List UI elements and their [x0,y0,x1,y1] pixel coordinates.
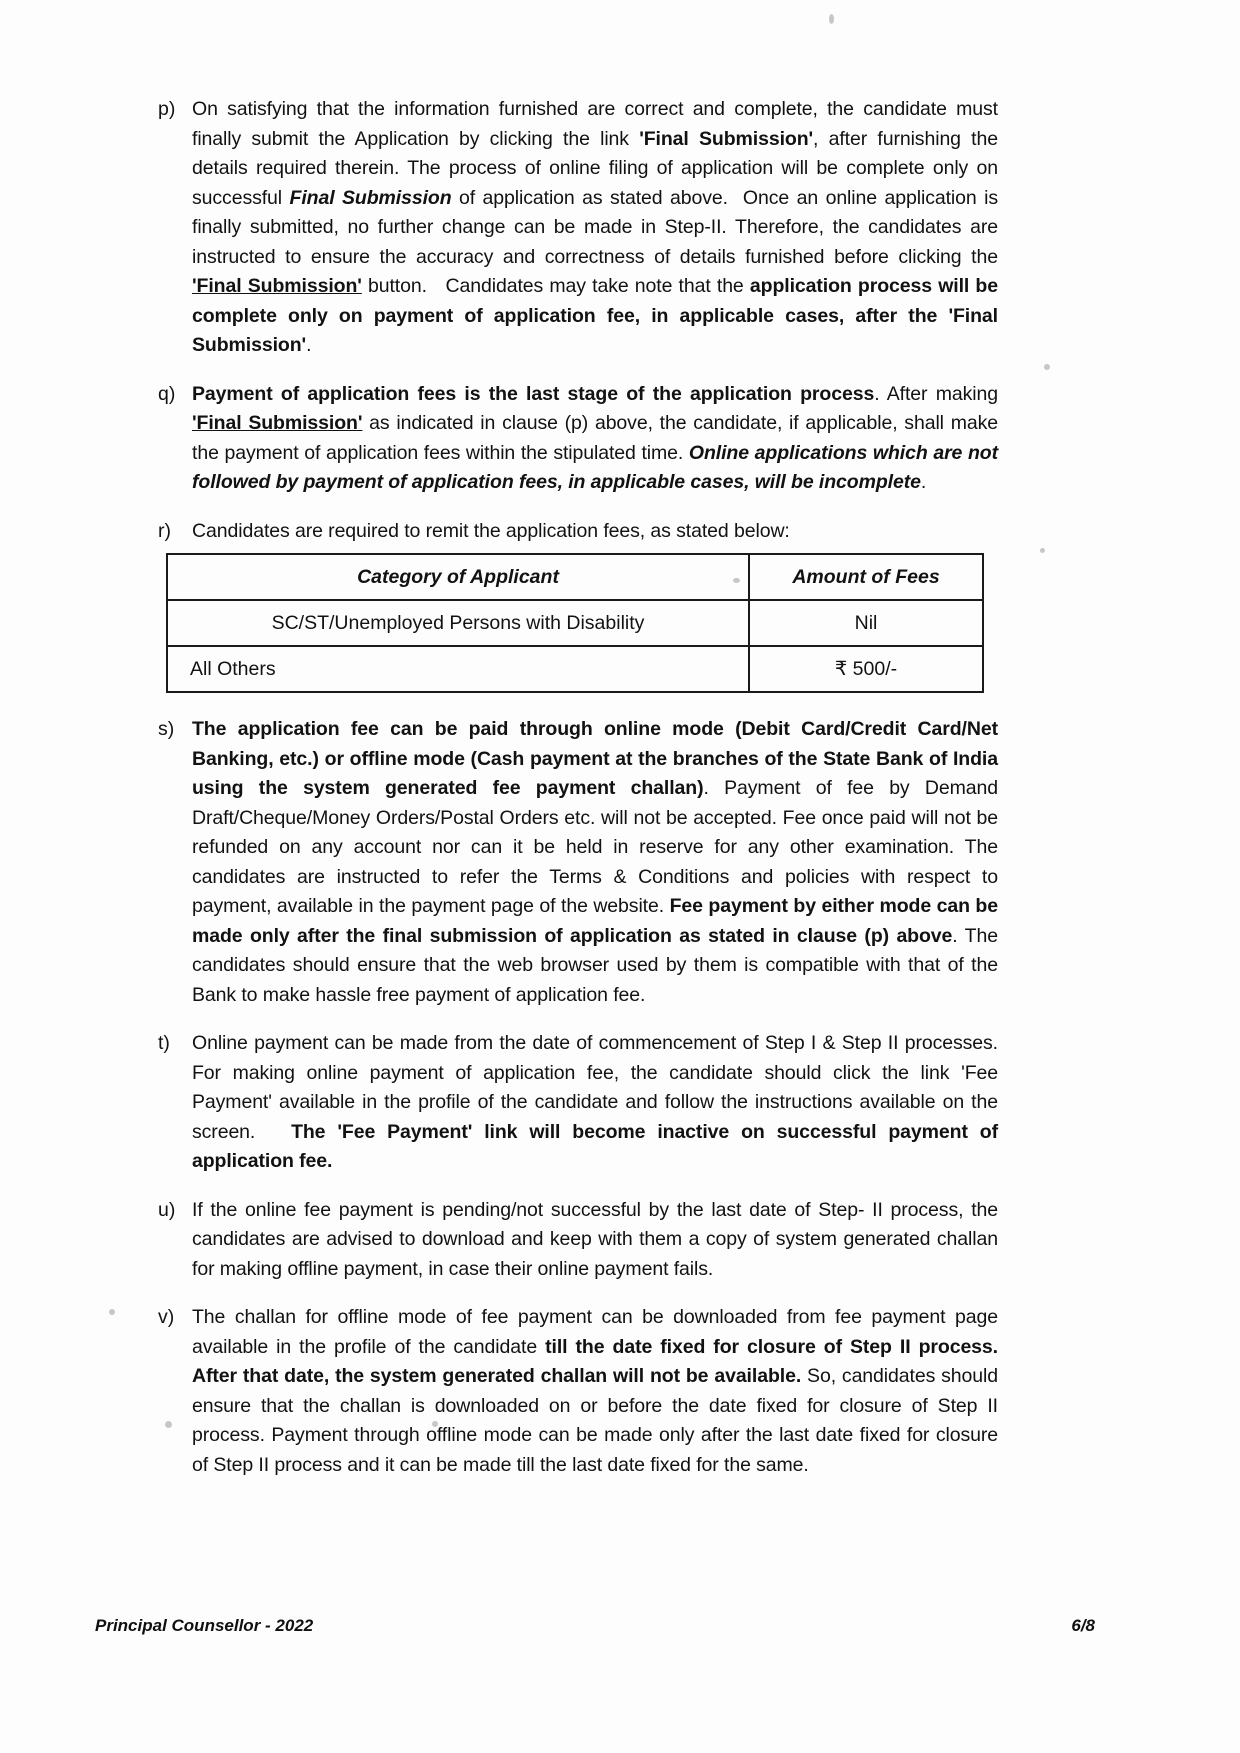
table-row [167,600,983,646]
clause-q [158,380,998,498]
clause-u-marker: u) [158,1198,176,1221]
clause-v [158,1303,998,1480]
clause-q-marker: q) [158,382,176,405]
page-number: 6/8 [1071,1616,1095,1635]
clause-q-text: Payment of application fees is the last stage of the application process. After making 'Final Submission' as indicated in clause (p) above, the candidate, if applicable, shall make the payment of application fees within the stipulated time. Online applications which are not followed by payment of application fees, in applicable cases, will be incomplete. [192,382,998,493]
clause-r-marker: r) [158,519,171,542]
fee-table [166,553,984,693]
clause-s-text: The application fee can be paid through online mode (Debit Card/Credit Card/Net Banking, etc.) or offline mode (Cash payment at the branches of the State Bank of India using the system generated fee payment challan). Payment of fee by Demand Draft/Cheque/Money Orders/Postal Orders etc. will not be accepted. Fee once paid will not be refunded on any account nor can it be held in reserve for any other examination. The candidates are instructed to refer the Terms & Conditions and policies with respect to payment, available in the payment page of the website. Fee payment by either mode can be made only after the final submission of application as stated in clause (p) above. The candidates should ensure that the web browser used by them is compatible with that of the Bank to make hassle free payment of application fee. [192,718,999,1006]
fee-table-header-amount: Amount of Fees [749,554,983,600]
fee-row-1-amount: ₹ 500/- [749,646,983,692]
clause-s-marker: s) [158,718,175,740]
scan-speck [109,1309,115,1315]
clause-u [158,1196,998,1285]
clause-t [158,1029,998,1177]
clause-p-marker: p) [158,98,176,120]
table-row [167,646,983,692]
scan-speck [1040,548,1045,553]
clause-p-text: On satisfying that the information furnished are correct and complete, the candidate must finally submit the Application by clicking the link 'Final Submission', after furnishing the details required therein. The process of online filing of application will be complete only on successful Final Submission of application as stated above. Once an online application is finally submitted, no further change can be made in Step-II. Therefore, the candidates are instructed to ensure the accuracy and correctness of details furnished before clicking the 'Final Submission' button. Candidates may take note that the application process will be complete only on payment of application fee, in applicable cases, after the 'Final Submission'. [192,98,998,356]
clause-r [158,517,998,547]
fee-table-header-row [167,554,983,600]
scan-speck [829,14,834,24]
fee-table-header-category: Category of Applicant [167,554,749,600]
clause-v-marker: v) [158,1306,175,1328]
clause-u-text: If the online fee payment is pending/not successful by the last date of Step- II process, the candidates are advised to download and keep with them a copy of system generated challan for making offline payment, in case their online payment fails. [192,1198,998,1280]
fee-row-0-amount: Nil [749,600,983,646]
clause-r-text: Candidates are required to remit the application fees, as stated below: [192,519,790,542]
footer-title: Principal Counsellor - 2022 [95,1616,314,1635]
clause-v-text: The challan for offline mode of fee payment can be downloaded from fee payment page available in the profile of the candidate till the date fixed for closure of Step II process. After that date, the system generated challan will not be available. So, candidates should ensure that the challan is downloaded on or before the date fixed for closure of Step II process. Payment through offline mode can be made only after the last date fixed for closure of Step II process and it can be made till the last date fixed for the same. [192,1306,998,1476]
page-content [158,95,998,1499]
clause-t-marker: t) [158,1032,170,1054]
clause-s [158,715,998,1010]
fee-row-1-category: All Others [167,646,749,692]
page-footer [95,1616,1095,1636]
scan-speck [1044,364,1050,370]
clause-t-text: Online payment can be made from the date of commencement of Step I & Step II processes. For making online payment of application fee, the candidate should click the link 'Fee Payment' available in the profile of the candidate and follow the instructions available on the screen. The 'Fee Payment' link will become inactive on successful payment of application fee. [192,1032,998,1172]
clause-p [158,95,998,361]
fee-table-wrapper [158,553,998,693]
fee-row-0-category: SC/ST/Unemployed Persons with Disability [167,600,749,646]
